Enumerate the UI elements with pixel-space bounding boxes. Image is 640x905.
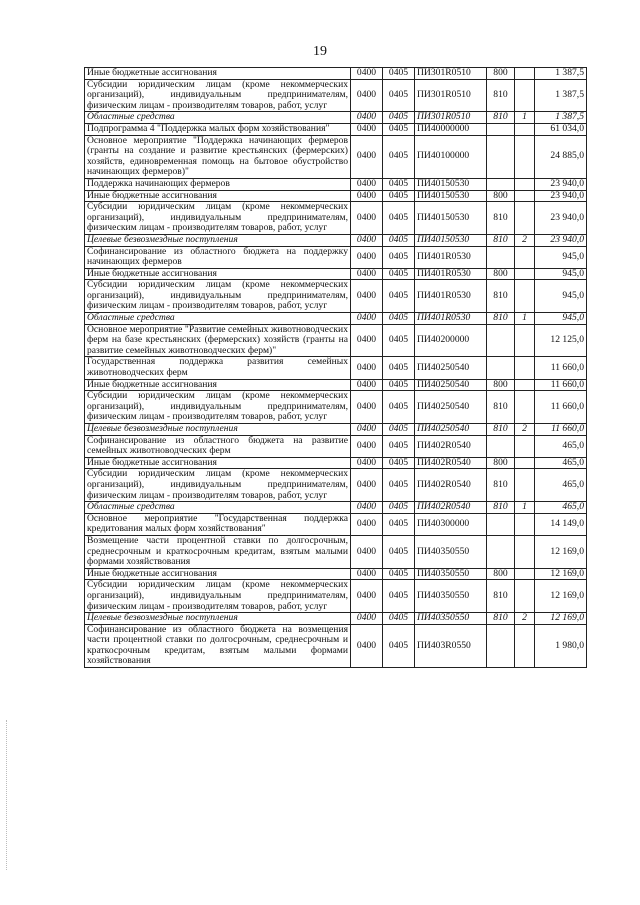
table-row: [85, 457, 587, 469]
amount: 1 387,5: [535, 68, 587, 80]
table-row: [85, 379, 587, 391]
amount: 465,0: [535, 435, 587, 457]
subsection-code: 0405: [383, 268, 415, 280]
amount: 61 034,0: [535, 123, 587, 135]
row-name: Подпрограмма 4 "Поддержка малых форм хозяйствования": [85, 123, 351, 135]
target-article-code: ПИ40150530: [415, 234, 487, 246]
amount: 1 980,0: [535, 624, 587, 667]
budget-class-code: [515, 202, 535, 235]
budget-class-code: [515, 535, 535, 568]
amount: 23 940,0: [535, 202, 587, 235]
table-row: [85, 123, 587, 135]
target-article-code: ПИ40350550: [415, 580, 487, 613]
target-article-code: ПИ401R0530: [415, 280, 487, 313]
budget-class-code: [515, 190, 535, 202]
budget-class-code: [515, 357, 535, 379]
table-row: [85, 112, 587, 124]
section-code: 0400: [351, 469, 383, 502]
expense-type-code: 810: [487, 313, 515, 325]
target-article-code: ПИ301R0510: [415, 112, 487, 124]
amount: 945,0: [535, 280, 587, 313]
expense-type-code: 800: [487, 457, 515, 469]
subsection-code: 0405: [383, 457, 415, 469]
subsection-code: 0405: [383, 424, 415, 436]
table-row: [85, 580, 587, 613]
target-article-code: ПИ401R0530: [415, 268, 487, 280]
amount: 1 387,5: [535, 112, 587, 124]
expense-type-code: 810: [487, 391, 515, 424]
budget-class-code: [515, 68, 535, 80]
subsection-code: 0405: [383, 324, 415, 357]
section-code: 0400: [351, 624, 383, 667]
subsection-code: 0405: [383, 178, 415, 190]
expense-type-code: 800: [487, 190, 515, 202]
table-row: [85, 568, 587, 580]
expense-type-code: [487, 624, 515, 667]
row-name: Иные бюджетные ассигнования: [85, 568, 351, 580]
subsection-code: 0405: [383, 502, 415, 514]
row-name: Целевые безвозмездные поступления: [85, 613, 351, 625]
expense-type-code: [487, 535, 515, 568]
amount: 12 169,0: [535, 568, 587, 580]
row-name: Государственная поддержка развития семейных животноводческих ферм: [85, 357, 351, 379]
amount: 14 149,0: [535, 513, 587, 535]
budget-class-code: [515, 568, 535, 580]
section-code: 0400: [351, 391, 383, 424]
subsection-code: 0405: [383, 112, 415, 124]
table-row: [85, 613, 587, 625]
section-code: 0400: [351, 280, 383, 313]
budget-class-code: 2: [515, 613, 535, 625]
amount: 23 940,0: [535, 178, 587, 190]
row-name: Субсидии юридическим лицам (кроме некоммерческих организаций), индивидуальным предпринимателям, физическим лицам - производителям товаров, работ, услуг: [85, 280, 351, 313]
expense-type-code: 810: [487, 280, 515, 313]
subsection-code: 0405: [383, 469, 415, 502]
budget-class-code: [515, 135, 535, 178]
table-row: [85, 424, 587, 436]
budget-class-code: 2: [515, 424, 535, 436]
expense-type-code: [487, 135, 515, 178]
section-code: 0400: [351, 435, 383, 457]
table-row: [85, 324, 587, 357]
table-row: [85, 469, 587, 502]
target-article-code: ПИ40250540: [415, 357, 487, 379]
page-number: 19: [313, 44, 327, 59]
row-name: Субсидии юридическим лицам (кроме некоммерческих организаций), индивидуальным предпринимателям, физическим лицам - производителям товаров, работ, услуг: [85, 391, 351, 424]
table-row: [85, 202, 587, 235]
amount: 11 660,0: [535, 357, 587, 379]
row-name: Основное мероприятие "Поддержка начинающих фермеров (гранты на создание и развитие крестьянских (фермерских) хозяйств, единовременная помощь на бытовое обустройство начинающих фермеров)": [85, 135, 351, 178]
amount: 24 885,0: [535, 135, 587, 178]
table-row: [85, 234, 587, 246]
target-article-code: ПИ40200000: [415, 324, 487, 357]
amount: 465,0: [535, 457, 587, 469]
row-name: Субсидии юридическим лицам (кроме некоммерческих организаций), индивидуальным предпринимателям, физическим лицам - производителям товаров, работ, услуг: [85, 580, 351, 613]
section-code: 0400: [351, 178, 383, 190]
subsection-code: 0405: [383, 513, 415, 535]
scan-edge-marks: [6, 720, 10, 870]
target-article-code: ПИ40000000: [415, 123, 487, 135]
target-article-code: ПИ40100000: [415, 135, 487, 178]
subsection-code: 0405: [383, 613, 415, 625]
amount: 945,0: [535, 246, 587, 268]
row-name: Целевые безвозмездные поступления: [85, 424, 351, 436]
row-name: Поддержка начинающих фермеров: [85, 178, 351, 190]
row-name: Областные средства: [85, 112, 351, 124]
budget-class-code: [515, 457, 535, 469]
table-row: [85, 391, 587, 424]
row-name: Софинансирование из областного бюджета на возмещения части процентной ставки по долгосрочным, среднесрочным и краткосрочным кредитам, взятым малыми формами хозяйствования: [85, 624, 351, 667]
subsection-code: 0405: [383, 123, 415, 135]
budget-class-code: [515, 379, 535, 391]
row-name: Иные бюджетные ассигнования: [85, 457, 351, 469]
table-body: [85, 68, 587, 668]
section-code: 0400: [351, 502, 383, 514]
target-article-code: ПИ40350550: [415, 568, 487, 580]
budget-class-code: [515, 624, 535, 667]
expense-type-code: [487, 513, 515, 535]
section-code: 0400: [351, 68, 383, 80]
section-code: 0400: [351, 568, 383, 580]
target-article-code: ПИ40250540: [415, 379, 487, 391]
expense-type-code: 810: [487, 424, 515, 436]
target-article-code: ПИ40250540: [415, 391, 487, 424]
budget-class-code: [515, 435, 535, 457]
table-row: [85, 178, 587, 190]
amount: 945,0: [535, 268, 587, 280]
target-article-code: ПИ40250540: [415, 424, 487, 436]
target-article-code: ПИ40150530: [415, 202, 487, 235]
expense-type-code: 800: [487, 268, 515, 280]
row-name: Областные средства: [85, 313, 351, 325]
budget-table: [84, 67, 587, 668]
target-article-code: ПИ401R0530: [415, 313, 487, 325]
budget-class-code: [515, 469, 535, 502]
target-article-code: ПИ40150530: [415, 190, 487, 202]
section-code: 0400: [351, 123, 383, 135]
expense-type-code: 810: [487, 79, 515, 112]
row-name: Субсидии юридическим лицам (кроме некоммерческих организаций), индивидуальным предпринимателям, физическим лицам - производителям товаров, работ, услуг: [85, 202, 351, 235]
budget-class-code: [515, 513, 535, 535]
section-code: 0400: [351, 112, 383, 124]
section-code: 0400: [351, 190, 383, 202]
amount: 11 660,0: [535, 391, 587, 424]
expense-type-code: [487, 324, 515, 357]
table-row: [85, 68, 587, 80]
expense-type-code: [487, 357, 515, 379]
budget-class-code: [515, 79, 535, 112]
target-article-code: ПИ40350550: [415, 613, 487, 625]
table-row: [85, 435, 587, 457]
table-row: [85, 624, 587, 667]
subsection-code: 0405: [383, 68, 415, 80]
table-row: [85, 246, 587, 268]
subsection-code: 0405: [383, 313, 415, 325]
section-code: 0400: [351, 202, 383, 235]
amount: 465,0: [535, 469, 587, 502]
table-row: [85, 357, 587, 379]
row-name: Основное мероприятие "Государственная поддержка кредитования малых форм хозяйствования": [85, 513, 351, 535]
row-name: Субсидии юридическим лицам (кроме некоммерческих организаций), индивидуальным предпринимателям, физическим лицам - производителям товаров, работ, услуг: [85, 79, 351, 112]
section-code: 0400: [351, 580, 383, 613]
expense-type-code: 800: [487, 379, 515, 391]
target-article-code: ПИ403R0550: [415, 624, 487, 667]
budget-class-code: [515, 280, 535, 313]
section-code: 0400: [351, 79, 383, 112]
target-article-code: ПИ402R0540: [415, 435, 487, 457]
table-row: [85, 513, 587, 535]
target-article-code: ПИ40350550: [415, 535, 487, 568]
amount: 1 387,5: [535, 79, 587, 112]
row-name: Иные бюджетные ассигнования: [85, 268, 351, 280]
section-code: 0400: [351, 457, 383, 469]
subsection-code: 0405: [383, 246, 415, 268]
table-row: [85, 190, 587, 202]
subsection-code: 0405: [383, 624, 415, 667]
target-article-code: ПИ40300000: [415, 513, 487, 535]
section-code: 0400: [351, 234, 383, 246]
expense-type-code: [487, 123, 515, 135]
table-row: [85, 502, 587, 514]
section-code: 0400: [351, 135, 383, 178]
row-name: Возмещение части процентной ставки по долгосрочным, среднесрочным и краткосрочным кредитам, взятым малыми формами хозяйствования: [85, 535, 351, 568]
budget-class-code: [515, 268, 535, 280]
target-article-code: ПИ402R0540: [415, 457, 487, 469]
row-name: Софинансирование из областного бюджета на поддержку начинающих фермеров: [85, 246, 351, 268]
row-name: Софинансирование из областного бюджета на развитие семейных животноводческих ферм: [85, 435, 351, 457]
subsection-code: 0405: [383, 391, 415, 424]
section-code: 0400: [351, 268, 383, 280]
subsection-code: 0405: [383, 79, 415, 112]
expense-type-code: 810: [487, 580, 515, 613]
table-row: [85, 135, 587, 178]
target-article-code: ПИ40150530: [415, 178, 487, 190]
amount: 12 169,0: [535, 613, 587, 625]
budget-class-code: [515, 324, 535, 357]
subsection-code: 0405: [383, 435, 415, 457]
subsection-code: 0405: [383, 280, 415, 313]
amount: 23 940,0: [535, 234, 587, 246]
row-name: Субсидии юридическим лицам (кроме некоммерческих организаций), индивидуальным предпринимателям, физическим лицам - производителям товаров, работ, услуг: [85, 469, 351, 502]
amount: 12 169,0: [535, 535, 587, 568]
amount: 11 660,0: [535, 379, 587, 391]
expense-type-code: 800: [487, 568, 515, 580]
section-code: 0400: [351, 357, 383, 379]
expense-type-code: [487, 246, 515, 268]
subsection-code: 0405: [383, 379, 415, 391]
table-row: [85, 313, 587, 325]
subsection-code: 0405: [383, 357, 415, 379]
table-row: [85, 268, 587, 280]
row-name: Иные бюджетные ассигнования: [85, 68, 351, 80]
section-code: 0400: [351, 313, 383, 325]
expense-type-code: 810: [487, 613, 515, 625]
expense-type-code: [487, 178, 515, 190]
subsection-code: 0405: [383, 580, 415, 613]
section-code: 0400: [351, 513, 383, 535]
section-code: 0400: [351, 535, 383, 568]
section-code: 0400: [351, 324, 383, 357]
table-row: [85, 280, 587, 313]
expense-type-code: 800: [487, 68, 515, 80]
section-code: 0400: [351, 246, 383, 268]
expense-type-code: 810: [487, 202, 515, 235]
subsection-code: 0405: [383, 234, 415, 246]
row-name: Основное мероприятие "Развитие семейных животноводческих ферм на базе крестьянских (фермерских) хозяйств (гранты на развитие семейных животноводческих ферм)": [85, 324, 351, 357]
subsection-code: 0405: [383, 535, 415, 568]
budget-class-code: [515, 580, 535, 613]
target-article-code: ПИ301R0510: [415, 79, 487, 112]
row-name: Целевые безвозмездные поступления: [85, 234, 351, 246]
table-row: [85, 535, 587, 568]
row-name: Иные бюджетные ассигнования: [85, 379, 351, 391]
amount: 465,0: [535, 502, 587, 514]
subsection-code: 0405: [383, 190, 415, 202]
budget-class-code: 2: [515, 234, 535, 246]
budget-class-code: [515, 123, 535, 135]
budget-class-code: 1: [515, 502, 535, 514]
section-code: 0400: [351, 613, 383, 625]
amount: 12 169,0: [535, 580, 587, 613]
budget-class-code: [515, 391, 535, 424]
target-article-code: ПИ301R0510: [415, 68, 487, 80]
subsection-code: 0405: [383, 568, 415, 580]
target-article-code: ПИ401R0530: [415, 246, 487, 268]
row-name: Иные бюджетные ассигнования: [85, 190, 351, 202]
expense-type-code: 810: [487, 234, 515, 246]
expense-type-code: [487, 435, 515, 457]
target-article-code: ПИ402R0540: [415, 469, 487, 502]
target-article-code: ПИ402R0540: [415, 502, 487, 514]
amount: 945,0: [535, 313, 587, 325]
budget-class-code: [515, 246, 535, 268]
amount: 23 940,0: [535, 190, 587, 202]
expense-type-code: 810: [487, 112, 515, 124]
budget-class-code: [515, 178, 535, 190]
amount: 12 125,0: [535, 324, 587, 357]
section-code: 0400: [351, 379, 383, 391]
section-code: 0400: [351, 424, 383, 436]
amount: 11 660,0: [535, 424, 587, 436]
subsection-code: 0405: [383, 135, 415, 178]
budget-class-code: 1: [515, 313, 535, 325]
table-row: [85, 79, 587, 112]
subsection-code: 0405: [383, 202, 415, 235]
expense-type-code: 810: [487, 502, 515, 514]
budget-class-code: 1: [515, 112, 535, 124]
expense-type-code: 810: [487, 469, 515, 502]
row-name: Областные средства: [85, 502, 351, 514]
